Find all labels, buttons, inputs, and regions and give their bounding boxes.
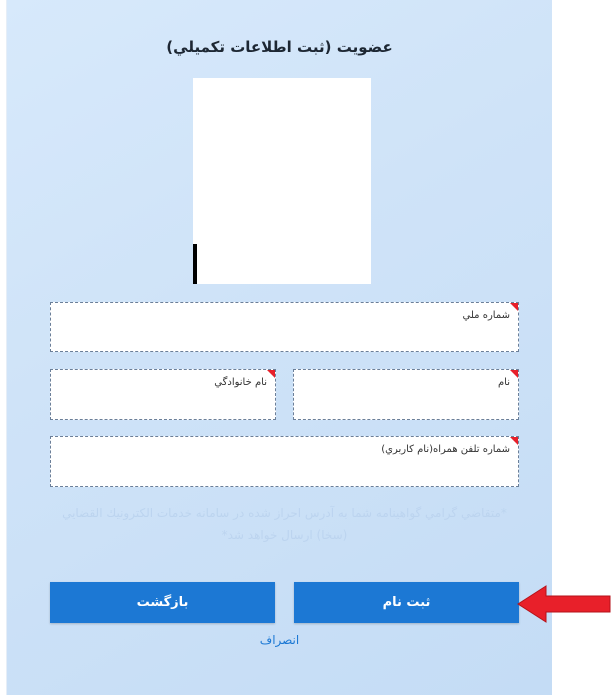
annotation-arrow-icon xyxy=(516,584,612,624)
national-id-field[interactable] xyxy=(50,302,519,352)
first-name-field[interactable] xyxy=(293,369,519,420)
profile-photo xyxy=(193,78,371,284)
cancel-link[interactable]: انصراف xyxy=(259,633,300,647)
last-name-field[interactable] xyxy=(50,369,276,420)
last-name-label: نام خانوادگي xyxy=(214,377,267,388)
required-marker-icon xyxy=(510,370,518,378)
national-id-input[interactable] xyxy=(57,323,512,345)
national-id-label: شماره ملي xyxy=(462,310,510,321)
first-name-label: نام xyxy=(497,377,510,388)
photo-edge-mark xyxy=(193,244,197,284)
register-button[interactable]: ثبت نام xyxy=(294,582,519,623)
back-button[interactable]: بازگشت xyxy=(50,582,275,623)
required-marker-icon xyxy=(510,437,518,445)
membership-panel xyxy=(6,0,552,695)
phone-input[interactable] xyxy=(57,458,512,480)
phone-label: شماره تلفن همراه(نام کاربري) xyxy=(381,444,510,455)
phone-field[interactable] xyxy=(50,436,519,487)
last-name-input[interactable] xyxy=(57,391,269,413)
page-title: عضويت (ثبت اطلاعات تكميلي) xyxy=(166,38,393,56)
notice-text: *متقاضي گرامي گواهينامه شما به آدرس احراز شده در سامانه خدمات الكترونيك القضايي (سخا) ارسال خواهد شد* xyxy=(62,506,507,542)
required-marker-icon xyxy=(267,370,275,378)
required-marker-icon xyxy=(510,303,518,311)
first-name-input[interactable] xyxy=(300,391,512,413)
